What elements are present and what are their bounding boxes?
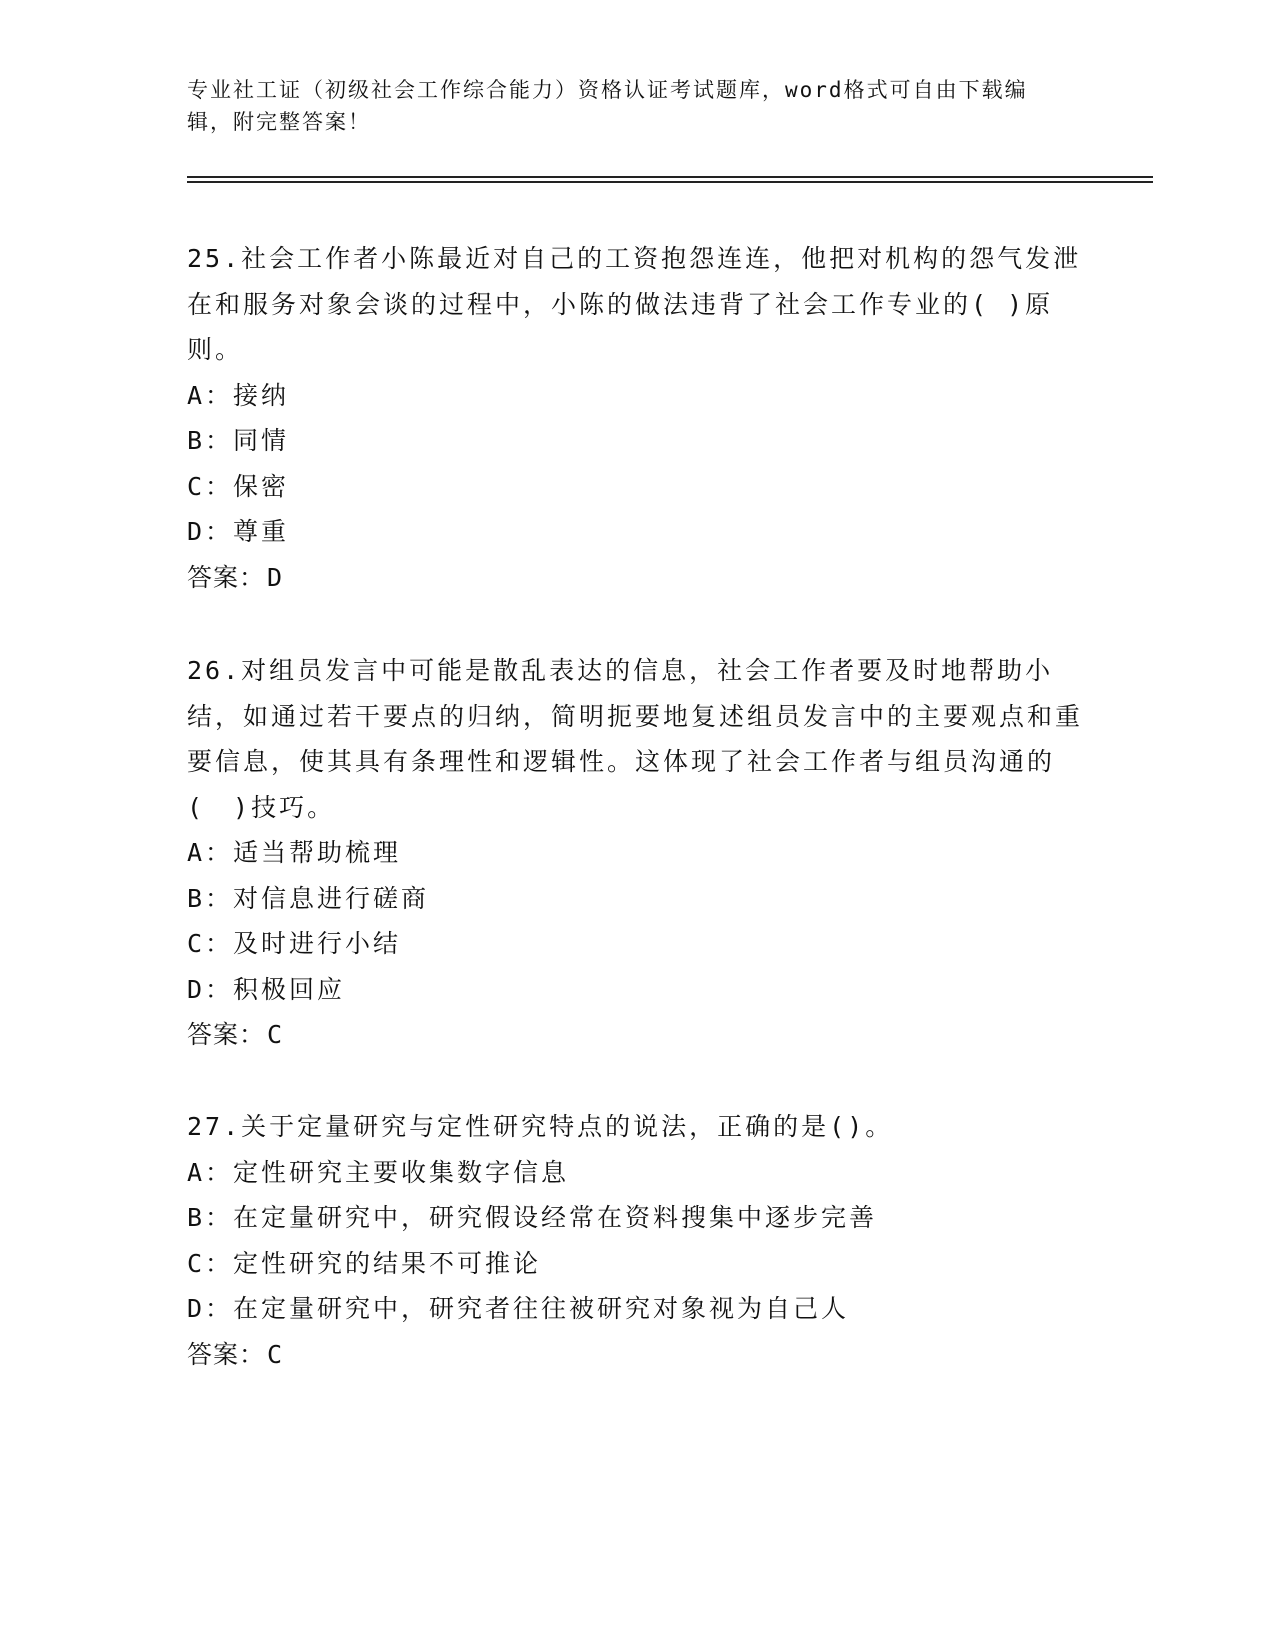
option-d: D：尊重: [187, 517, 290, 546]
answer-line: [187, 1012, 1087, 1058]
option-a: A：定性研究主要收集数字信息: [187, 1157, 570, 1187]
question-stem: 25.社会工作者小陈最近对自己的工资抱怨连连，他把对机构的怨气发泄在和服务对象会谈的过程中，小陈的做法违背了社会工作专业的( )原则。: [187, 244, 1082, 364]
question-25: [187, 236, 1087, 600]
header-divider-bottom: [187, 181, 1153, 183]
answer-line: [187, 1332, 1087, 1378]
option-b: B：同情: [187, 426, 290, 455]
document-header: [187, 74, 1067, 138]
option-d: D：在定量研究中，研究者往往被研究对象视为自己人: [187, 1294, 850, 1323]
question-stem: 26.对组员发言中可能是散乱表达的信息，社会工作者要及时地帮助小结，如通过若干要点的归纳，简明扼要地复述组员发言中的主要观点和重要信息，使其具有条理性和逻辑性。这体现了社会工作者与组员沟通的( )技巧。: [187, 656, 1084, 822]
answer-label: 答案：: [187, 1020, 266, 1049]
option-a: A：适当帮助梳理: [187, 838, 402, 867]
answer-value: C: [267, 1339, 284, 1369]
question-26: [187, 648, 1087, 1058]
question-stem: 27.关于定量研究与定性研究特点的说法，正确的是()。: [187, 1112, 894, 1141]
option-b: B：对信息进行磋商: [187, 883, 430, 913]
option-c: C：保密: [187, 471, 290, 501]
option-b: B：在定量研究中，研究假设经常在资料搜集中逐步完善: [187, 1203, 878, 1232]
option-d: D：积极回应: [187, 974, 346, 1004]
answer-label: 答案：: [187, 1339, 266, 1369]
option-c: C：及时进行小结: [187, 929, 402, 958]
answer-value: C: [267, 1020, 284, 1049]
option-a: A：接纳: [187, 380, 290, 410]
answer-label: 答案：: [187, 562, 266, 592]
question-27: [187, 1104, 1087, 1377]
answer-line: [187, 555, 1087, 601]
answer-value: D: [267, 562, 284, 592]
header-divider-top: [187, 176, 1153, 178]
header-text: 专业社工证（初级社会工作综合能力）资格认证考试题库，word格式可自由下载编辑，附完整答案！: [187, 78, 1028, 134]
option-c: C：定性研究的结果不可推论: [187, 1248, 542, 1278]
